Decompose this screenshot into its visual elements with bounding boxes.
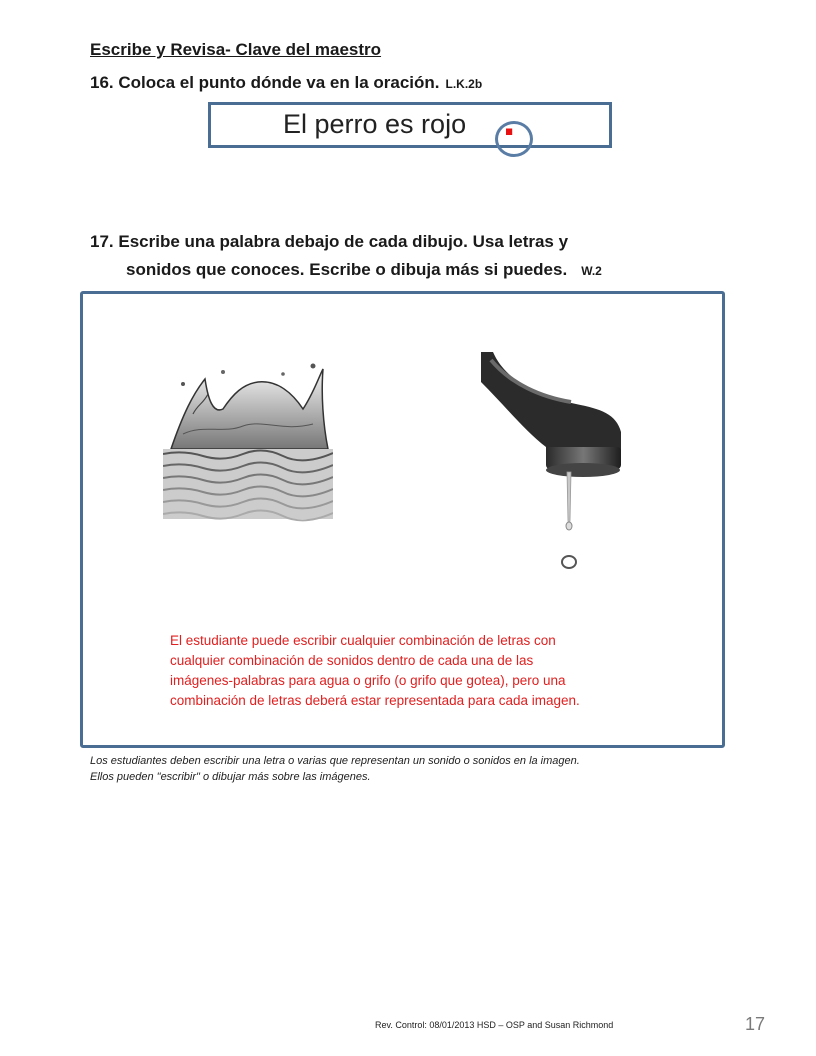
question-16: [90, 73, 482, 93]
question-17-line2-wrap: [90, 256, 602, 285]
image-box: [80, 291, 725, 748]
note-line: Los estudiantes deben escribir una letra o varias que representan un sonido o sonidos en la imagen.: [90, 755, 580, 767]
page-number: 17: [745, 1014, 766, 1034]
teacher-note: [90, 753, 580, 785]
answer-line: cualquier combinación de sonidos dentro de cada una de las: [170, 653, 534, 668]
question-17-line1: 17. Escribe una palabra debajo de cada dibujo. Usa letras y: [90, 232, 569, 251]
question-16-text: 16. Coloca el punto dónde va en la oración.: [90, 73, 440, 92]
question-17: [90, 228, 602, 285]
answer-line: El estudiante puede escribir cualquier combinación de letras con: [170, 633, 556, 648]
sentence-text: El perro es rojo: [283, 109, 467, 139]
question-16-standard: L.K.2b: [445, 77, 483, 91]
water-splash-icon: [163, 354, 333, 524]
question-17-line2: sonidos que conoces. Escribe o dibuja más si puedes.: [126, 260, 568, 279]
dripping-faucet-icon: [481, 352, 641, 577]
revision-footer: Rev. Control: 08/01/2013 HSD – OSP and Susan Richmond: [375, 1020, 614, 1030]
question-17-standard: W.2: [581, 264, 602, 278]
page-title: Escribe y Revisa- Clave del maestro: [90, 40, 382, 59]
answer-line: imágenes-palabras para agua o grifo (o grifo que gotea), pero una: [170, 673, 566, 688]
answer-line: combinación de letras deberá estar representada para cada imagen.: [170, 693, 580, 708]
sentence-box: [208, 96, 612, 148]
note-line: Ellos pueden "escribir" o dibujar más sobre las imágenes.: [90, 771, 371, 783]
period-mark: .: [503, 96, 516, 145]
answer-key-text: [170, 631, 670, 711]
